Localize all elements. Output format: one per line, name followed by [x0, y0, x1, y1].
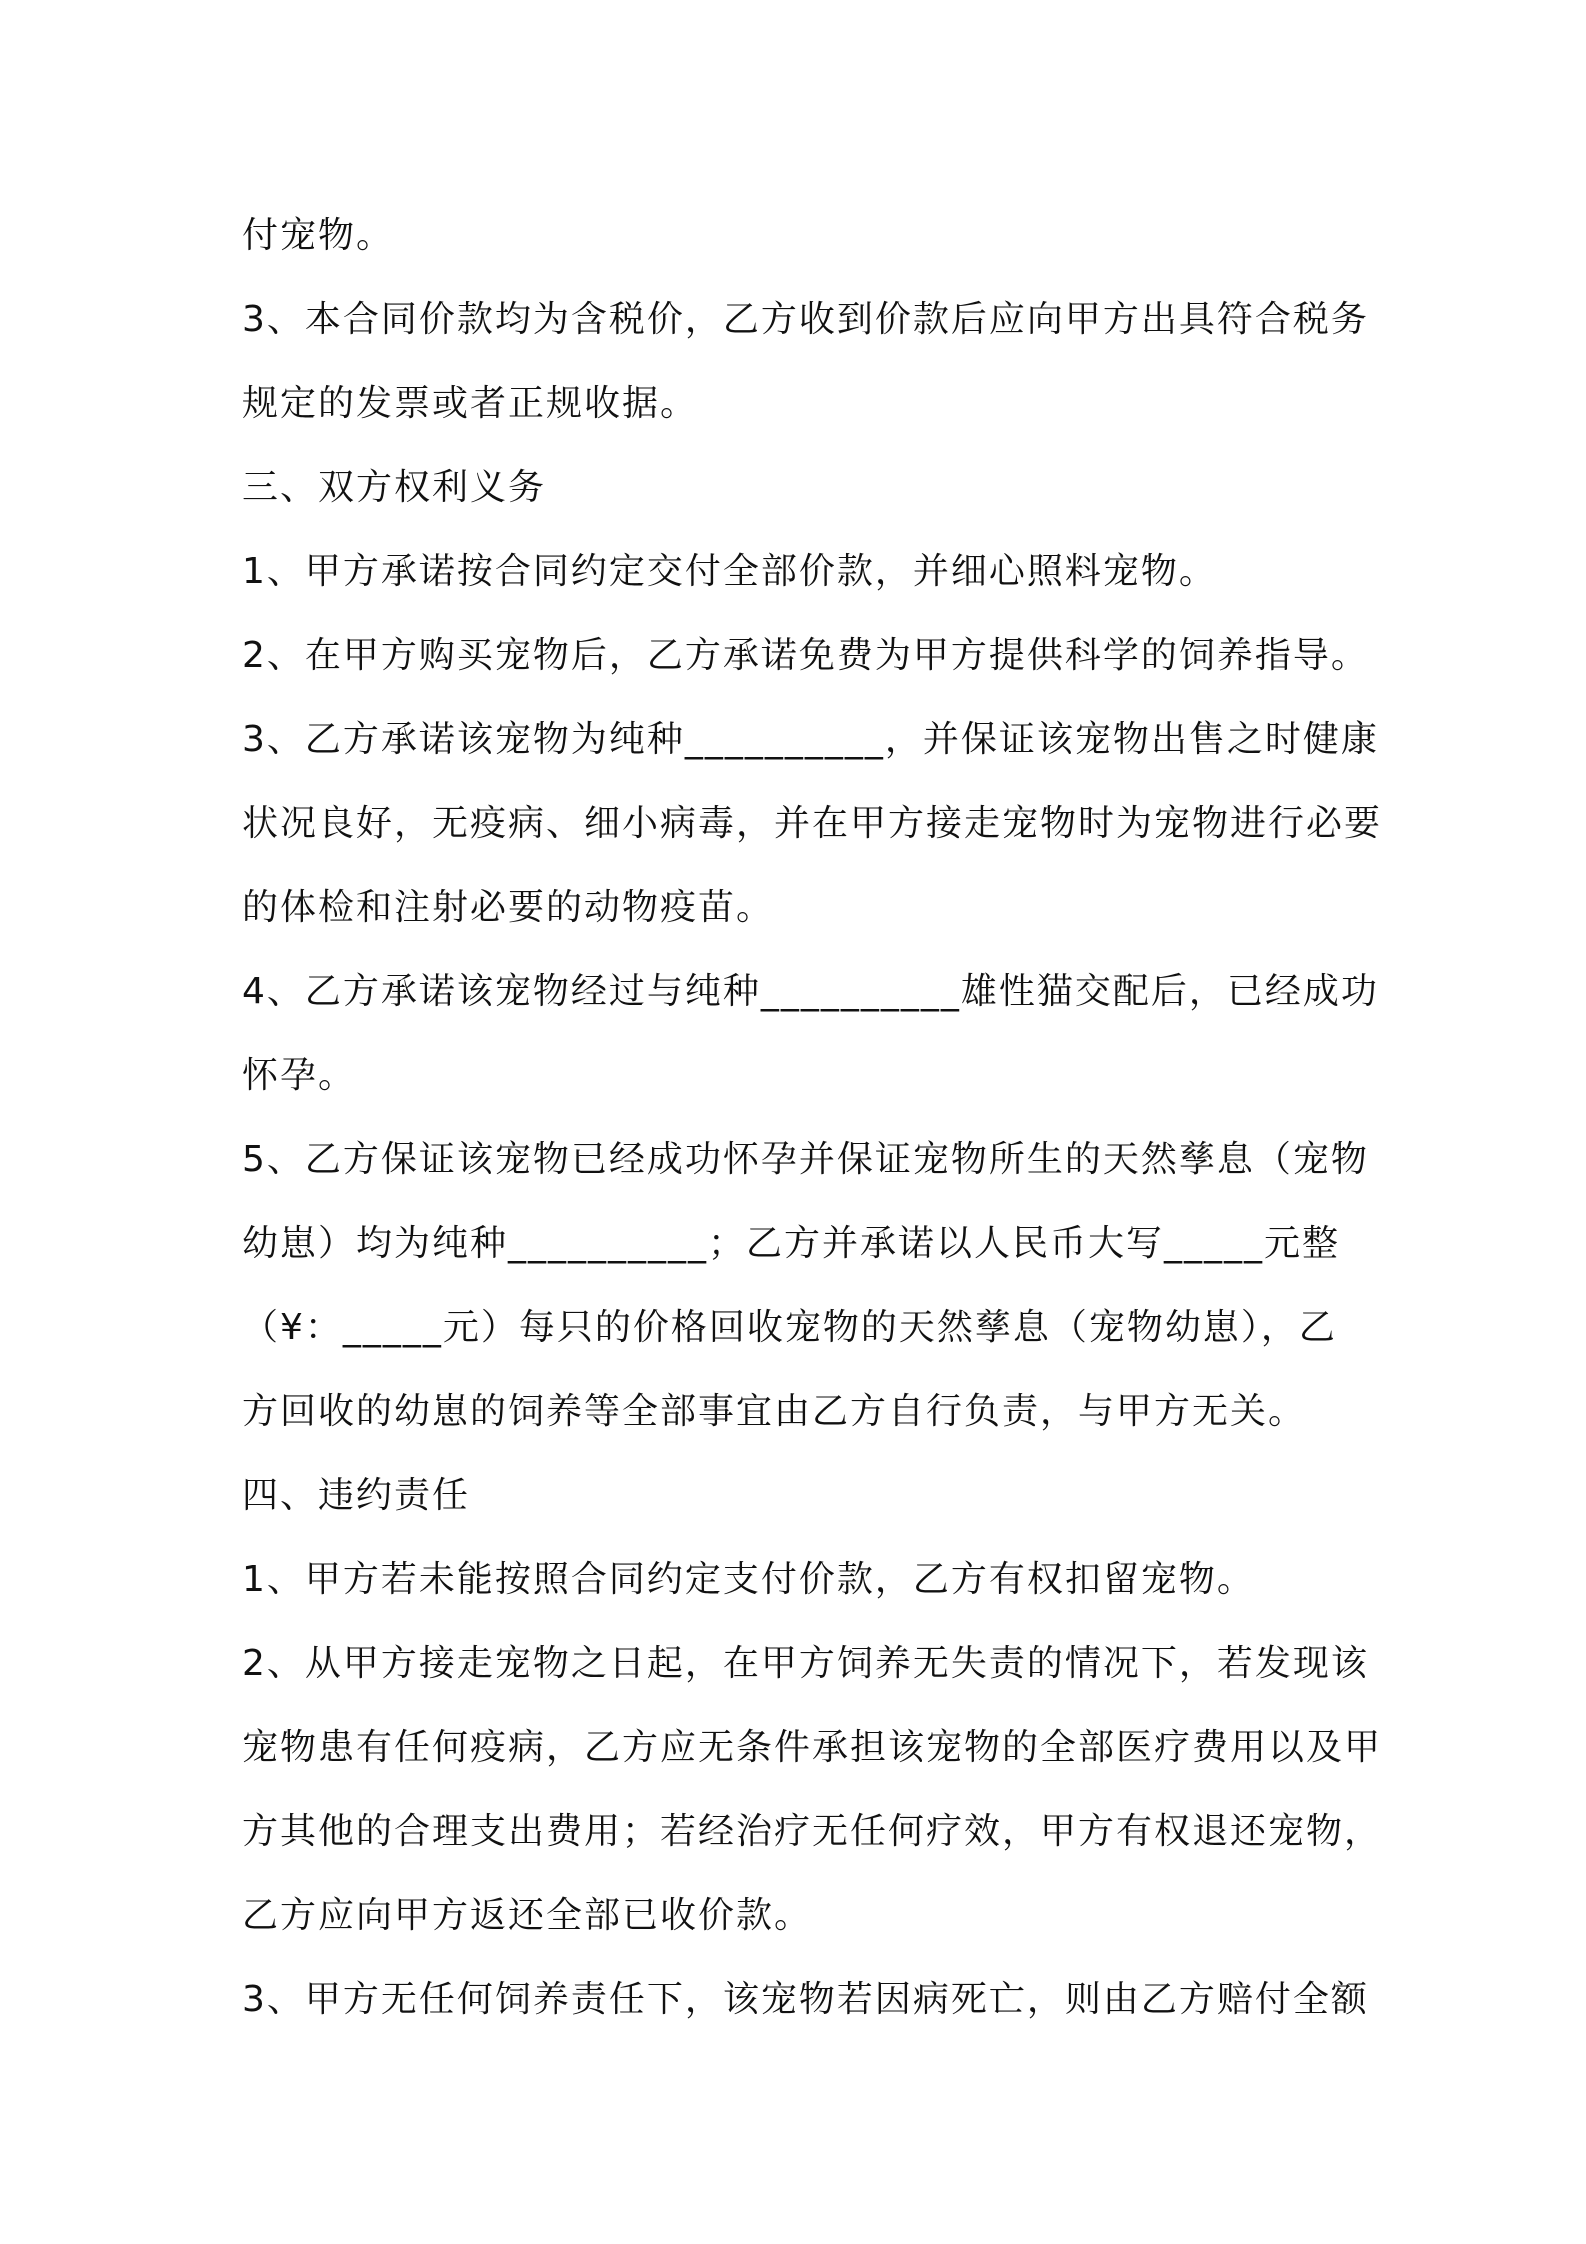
text-line: 1、甲方若未能按照合同约定支付价款，乙方有权扣留宠物。 [242, 1559, 1255, 1600]
section-heading: 三、双方权利义务 [242, 467, 547, 508]
contract-page [242, 194, 1383, 2042]
text-line: 状况良好，无疫病、细小病毒，并在甲方接走宠物时为宠物进行必要 [242, 803, 1383, 844]
text-line: 4、乙方承诺该宠物经过与纯种__________雄性猫交配后，已经成功 [242, 971, 1379, 1012]
text-line: 付宠物。 [242, 215, 395, 256]
text-line: 幼崽）均为纯种__________；乙方并承诺以人民币大写_____元整 [242, 1223, 1341, 1264]
text-line: 乙方应向甲方返还全部已收价款。 [242, 1895, 813, 1936]
text-line: 宠物患有任何疫病，乙方应无条件承担该宠物的全部医疗费用以及甲 [242, 1727, 1383, 1768]
text-line: 2、在甲方购买宠物后，乙方承诺免费为甲方提供科学的饲养指导。 [242, 635, 1369, 676]
text-line: 3、甲方无任何饲养责任下，该宠物若因病死亡，则由乙方赔付全额 [242, 1979, 1369, 2020]
text-line: 5、乙方保证该宠物已经成功怀孕并保证宠物所生的天然孳息（宠物 [242, 1139, 1369, 1180]
text-line: 的体检和注射必要的动物疫苗。 [242, 887, 775, 928]
text-line: 1、甲方承诺按合同约定交付全部价款，并细心照料宠物。 [242, 551, 1217, 592]
text-line: 规定的发票或者正规收据。 [242, 383, 699, 424]
text-line: 2、从甲方接走宠物之日起，在甲方饲养无失责的情况下，若发现该 [242, 1643, 1369, 1684]
text-line: 方回收的幼崽的饲养等全部事宜由乙方自行负责，与甲方无关。 [242, 1391, 1307, 1432]
text-line: 3、乙方承诺该宠物为纯种__________，并保证该宠物出售之时健康 [242, 719, 1379, 760]
text-line: （¥：_____元）每只的价格回收宠物的天然孳息（宠物幼崽），乙 [242, 1307, 1337, 1348]
text-line: 怀孕。 [242, 1055, 357, 1096]
section-heading: 四、违约责任 [242, 1475, 471, 1516]
text-line: 3、本合同价款均为含税价，乙方收到价款后应向甲方出具符合税务 [242, 299, 1369, 340]
text-line: 方其他的合理支出费用；若经治疗无任何疗效，甲方有权退还宠物， [242, 1811, 1383, 1852]
